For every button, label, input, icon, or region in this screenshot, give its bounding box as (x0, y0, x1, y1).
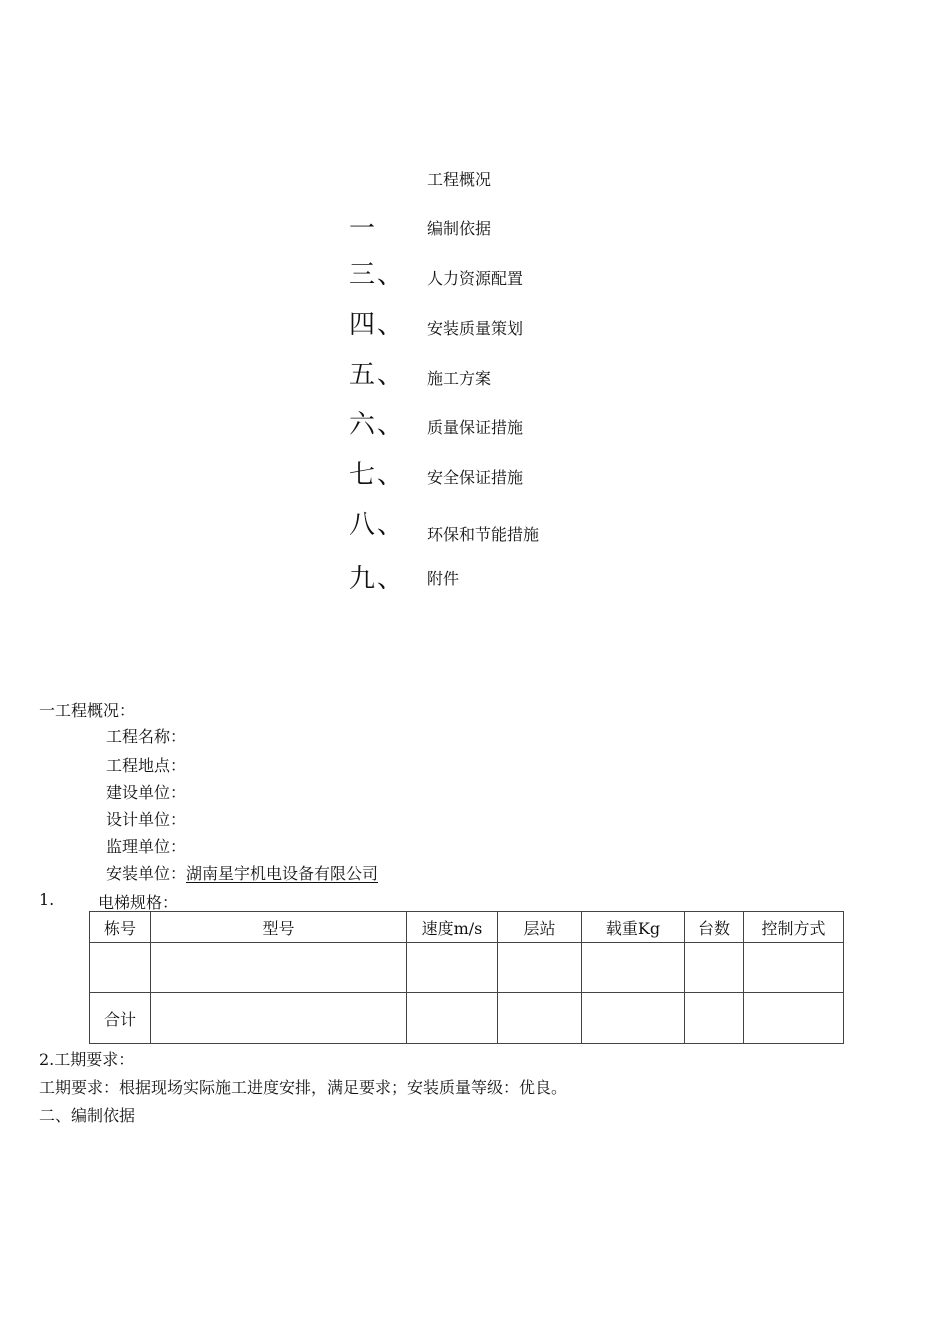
toc-item-title: 环保和节能措施 (427, 525, 540, 544)
table-cell (151, 993, 407, 1044)
field-label: 工程地点： (106, 756, 187, 775)
field-label: 安装单位： (106, 864, 187, 883)
installer-company: 湖南星宇机电设备有限公司 (186, 864, 379, 883)
table-cell (498, 993, 582, 1044)
table-row (90, 943, 844, 993)
overview-field (106, 834, 186, 857)
table-cell (744, 943, 844, 993)
toc-item-title: 安全保证措施 (427, 468, 524, 487)
elevator-spec-table (89, 911, 844, 1044)
column-header: 载重Kg (582, 912, 685, 943)
table-cell (90, 943, 151, 993)
toc-item-title: 人力资源配置 (427, 269, 524, 288)
table-cell (151, 943, 407, 993)
toc-item-title: 质量保证措施 (427, 418, 524, 437)
toc-item-number: 八、 (349, 510, 406, 540)
column-header: 速度m/s (407, 912, 498, 943)
column-header: 台数 (685, 912, 744, 943)
basis-heading: 二、编制依据 (39, 1106, 136, 1125)
toc-item-number: 四、 (349, 310, 406, 340)
toc-heading: 工程概况 (427, 170, 492, 189)
field-label: 设计单位： (106, 810, 187, 829)
toc-item-title: 编制依据 (427, 219, 492, 238)
table-cell (407, 993, 498, 1044)
table-cell: 合计 (90, 993, 151, 1044)
toc-item-title: 附件 (427, 569, 460, 588)
overview-heading: 一工程概况： (39, 701, 136, 720)
table-cell (498, 943, 582, 993)
table-cell (744, 993, 844, 1044)
table-cell (685, 943, 744, 993)
schedule-heading: 2.工期要求： (39, 1050, 135, 1069)
column-header: 型号 (151, 912, 407, 943)
overview-field (106, 780, 186, 803)
toc-item-number: 三、 (349, 260, 406, 290)
overview-field (106, 753, 186, 776)
table-header-row (90, 912, 844, 943)
toc-item-number: 九、 (349, 564, 406, 594)
overview-field (106, 724, 186, 747)
column-header: 层站 (498, 912, 582, 943)
spec-heading: 电梯规格： (98, 893, 179, 912)
table-cell (582, 993, 685, 1044)
table-cell (582, 943, 685, 993)
toc-item-number: 五、 (349, 360, 406, 390)
toc-item-number: 六、 (349, 410, 406, 440)
field-label: 工程名称： (106, 727, 187, 746)
column-header: 控制方式 (744, 912, 844, 943)
toc-item-title: 施工方案 (427, 369, 492, 388)
overview-field (106, 807, 186, 830)
spec-number: 1. (39, 890, 55, 909)
field-label: 建设单位： (106, 783, 187, 802)
toc-item-title: 安装质量策划 (427, 319, 524, 338)
overview-field (106, 861, 378, 884)
toc-item-number: 七、 (349, 460, 406, 490)
table-cell (685, 993, 744, 1044)
table-cell (407, 943, 498, 993)
toc-item-number: 一 (349, 214, 378, 244)
column-header: 栋号 (90, 912, 151, 943)
table-total-row (90, 993, 844, 1044)
schedule-text: 工期要求：根据现场实际施工进度安排，满足要求；安装质量等级：优良。 (39, 1078, 568, 1097)
field-label: 监理单位： (106, 837, 187, 856)
